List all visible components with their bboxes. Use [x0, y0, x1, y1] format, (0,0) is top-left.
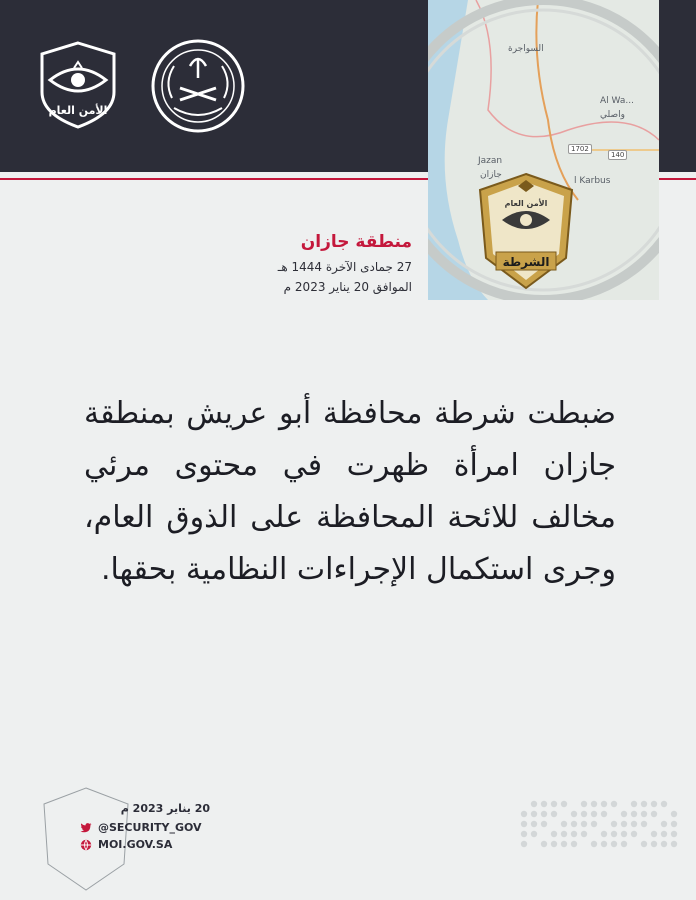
decorative-dot [571, 831, 577, 837]
decorative-dot [661, 841, 667, 847]
globe-icon [80, 839, 92, 851]
decorative-dot [611, 841, 617, 847]
decorative-dot [541, 821, 547, 827]
svg-text:الأمن العام: الأمن العام [504, 199, 548, 208]
decorative-dot [541, 841, 547, 847]
twitter-handle[interactable]: @SECURITY_GOV [98, 821, 202, 834]
decorative-dot [541, 811, 547, 817]
decorative-dot [651, 801, 657, 807]
decorative-dot [521, 841, 527, 847]
decorative-dot [551, 811, 557, 817]
map-label-karbus: l Karbus [574, 176, 611, 186]
decorative-dot [671, 841, 677, 847]
decorative-dot [571, 841, 577, 847]
map-label-jazan-ar: جازان [480, 170, 502, 180]
decorative-dot [581, 821, 587, 827]
decorative-dot [601, 801, 607, 807]
decorative-dot [591, 801, 597, 807]
decorative-dot [641, 811, 647, 817]
decorative-dot [631, 811, 637, 817]
decorative-dot [671, 831, 677, 837]
decorative-dot [661, 831, 667, 837]
decorative-dot [561, 801, 567, 807]
decorative-dot [561, 821, 567, 827]
footer [80, 802, 210, 855]
decorative-dot [651, 841, 657, 847]
decorative-dot [591, 811, 597, 817]
map-label-wasili-ar: واصلي [600, 110, 625, 120]
moi-emblem-icon [150, 38, 246, 134]
footer-date: 20 يناير 2023 م [120, 802, 210, 815]
decorative-dot [561, 841, 567, 847]
decorative-dot [641, 801, 647, 807]
hijri-date: 27 جمادى الآخرة 1444 هـ [277, 260, 412, 274]
gregorian-date: الموافق 20 يناير 2023 م [283, 280, 412, 294]
decorative-dot [631, 821, 637, 827]
decorative-dot [611, 801, 617, 807]
decorative-dot [641, 841, 647, 847]
decorative-dot [581, 801, 587, 807]
decorative-dot [531, 811, 537, 817]
decorative-dot [661, 801, 667, 807]
decorative-dot [571, 811, 577, 817]
decorative-dot [671, 821, 677, 827]
decorative-dot [581, 811, 587, 817]
decorative-dot [601, 841, 607, 847]
public-security-logo-icon [36, 40, 120, 130]
decorative-dot [531, 801, 537, 807]
decorative-dot [591, 821, 597, 827]
decorative-dot [581, 831, 587, 837]
decorative-dot [571, 821, 577, 827]
post-meta [278, 232, 412, 300]
decorative-dot [621, 821, 627, 827]
map-label-sawajra: السواجرة [508, 44, 544, 54]
decorative-dot-pattern [520, 800, 680, 848]
decorative-dot [531, 831, 537, 837]
decorative-dot [611, 821, 617, 827]
region-title: منطقة جازان [300, 232, 412, 252]
decorative-dot [561, 831, 567, 837]
svg-text:الأمن العام: الأمن العام [48, 104, 108, 117]
decorative-dot [601, 831, 607, 837]
map-label-al-wasili: Al Wa... [600, 96, 634, 106]
map-label-jazan: Jazan [478, 156, 503, 166]
twitter-icon [80, 822, 92, 834]
decorative-dot [671, 811, 677, 817]
decorative-dot [521, 821, 527, 827]
decorative-dot [521, 831, 527, 837]
decorative-dot [651, 831, 657, 837]
footer-twitter[interactable] [80, 821, 210, 834]
map-photo [428, 0, 659, 300]
decorative-dot [551, 841, 557, 847]
decorative-dot [651, 811, 657, 817]
news-body-text: ضبطت شرطة محافظة أبو عريش بمنطقة جازان امرأة ظهرت في محتوى مرئي مخالف للائحة المحافظة على الذوق العام، وجرى استكمال الإجراءات النظامية بحقها. [84, 396, 616, 587]
website-link[interactable]: MOI.GOV.SA [98, 838, 173, 851]
decorative-dot [641, 821, 647, 827]
decorative-dot [541, 801, 547, 807]
map-route-1702: 1702 [568, 144, 592, 154]
decorative-dot [591, 841, 597, 847]
decorative-dot [611, 831, 617, 837]
decorative-dot [621, 831, 627, 837]
police-badge-icon [476, 172, 576, 290]
decorative-dot [631, 801, 637, 807]
footer-website[interactable] [80, 838, 210, 851]
decorative-dot [661, 821, 667, 827]
decorative-dot [621, 811, 627, 817]
decorative-dot [631, 831, 637, 837]
decorative-dot [521, 811, 527, 817]
decorative-dot [531, 821, 537, 827]
decorative-dot [551, 801, 557, 807]
svg-text:الشرطة: الشرطة [502, 255, 550, 269]
map-route-140: 140 [608, 150, 627, 160]
decorative-dot [551, 831, 557, 837]
decorative-dot [621, 841, 627, 847]
decorative-dot [601, 811, 607, 817]
